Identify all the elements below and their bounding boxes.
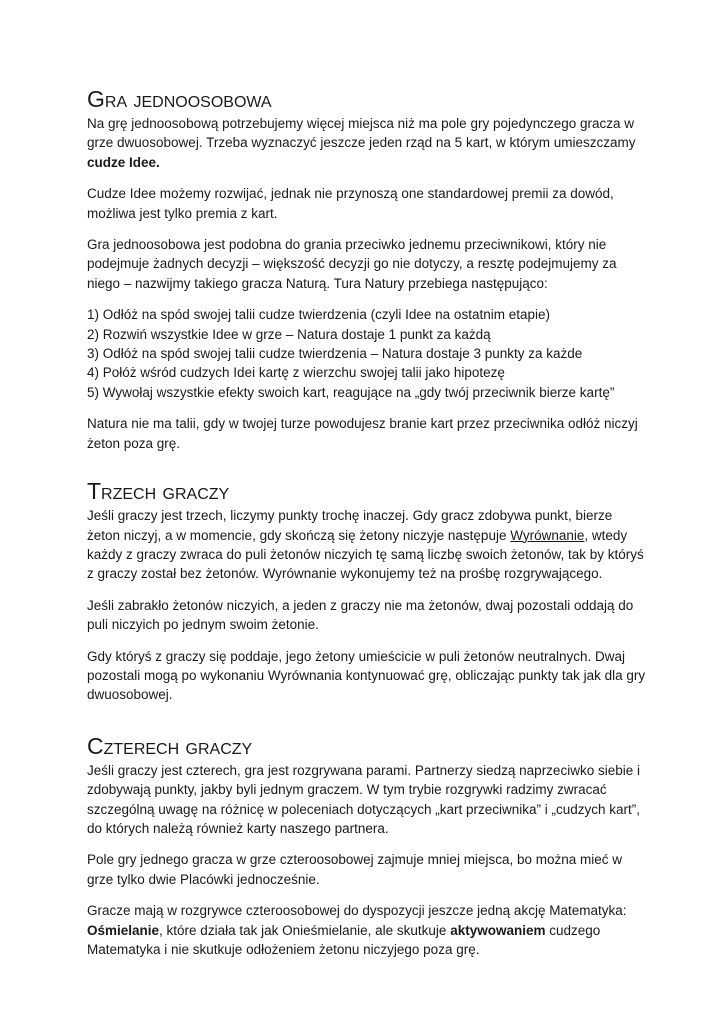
paragraph xyxy=(87,114,647,172)
section-three-players xyxy=(87,476,647,705)
section-heading: Gra jednoosobowa xyxy=(87,86,272,112)
section-heading: Trzech graczy xyxy=(87,478,230,505)
text-run: Na grę jednoosobową potrzebujemy więcej miejsca niż ma pole gry pojedynczego gracza w grze dwuosobowej. Trzeba wyznaczyć jeszcze jeden rząd na 5 kart, w którym umieszczamy xyxy=(87,116,636,151)
paragraph: Pole gry jednego gracza w grze czteroosobowej zajmuje mniej miejsca, bo można mieć w grze tylko dwie Placówki jednocześnie. xyxy=(87,852,622,887)
paragraph xyxy=(87,901,647,959)
text-run: Gracze mają w rozgrywce czteroosobowej do dyspozycji jeszcze jedną akcję Matematyka: xyxy=(87,903,627,919)
text-run: , które działa tak jak Onieśmielanie, ale skutkuje xyxy=(159,922,451,938)
paragraph: Cudze Idee możemy rozwijać, jednak nie przynoszą one standardowej premii za dowód, możliwa jest tylko premia z kart. xyxy=(87,186,614,221)
paragraph: Jeśli graczy jest czterech, gra jest rozgrywana parami. Partnerzy siedzą naprzeciwko siebie i zdobywają punkty, jakby byli jednym graczem. W tym trybie rozgrywki radzimy zwracać szczególną uwagę na różnicę w poleceniach dotyczących „kart przeciwnika” i „cudzych kart”, do których należą również karty naszego partnera. xyxy=(87,762,640,836)
document-page xyxy=(87,84,647,971)
paragraph xyxy=(87,506,647,584)
list-item: 3) Odłóż na spód swojej talii cudze twierdzenia – Natura dostaje 3 punkty za każde xyxy=(87,346,583,362)
list-item: 2) Rozwiń wszystkie Idee w grze – Natura dostaje 1 punkt za każdą xyxy=(87,326,491,342)
text-run: , wtedy każdy z graczy zwraca do puli żetonów niczyich tę samą liczbę swoich żetonów, tak by któryś z graczy został bez żetonów. Wyrównanie wykonujemy też na prośbę rozgrywającego. xyxy=(87,527,644,582)
paragraph: Gdy któryś z graczy się poddaje, jego żetony umieścicie w puli żetonów neutralnych. Dwaj pozostali mogą po wykonaniu Wyrównania kontynuować grę, obliczając punkty tak jak dla gry dwuosobowej. xyxy=(87,648,646,703)
text-run: Jeśli graczy jest trzech, liczymy punkty trochę inaczej. Gdy gracz zdobywa punkt, bierze żeton niczyj, a w momencie, gdy skończą się żetony niczyje następuje xyxy=(87,508,613,543)
bold-text: Ośmielanie xyxy=(87,922,160,938)
bold-text: cudze Idee. xyxy=(87,154,160,170)
bold-text: aktywowaniem xyxy=(450,922,546,938)
list-item: 5) Wywołaj wszystkie efekty swoich kart, reagujące na „gdy twój przeciwnik bierze kartę” xyxy=(87,384,615,400)
paragraph: Gra jednoosobowa jest podobna do grania przeciwko jednemu przeciwnikowi, który nie podejmuje żadnych decyzji – większość decyzji go nie dotyczy, a resztę podejmujemy za niego – nazwijmy takiego gracza Naturą. Tura Natury przebiega następująco: xyxy=(87,237,617,291)
section-four-players xyxy=(87,731,647,960)
paragraph: Jeśli zabrakło żetonów niczyich, a jeden z graczy nie ma żetonów, dwaj pozostali oddają do puli niczyich po jednym swoim żetonie. xyxy=(87,597,634,633)
list-item: 4) Połóż wśród cudzych Idei kartę z wierzchu swojej talii jako hipotezę xyxy=(87,365,505,381)
section-single-player xyxy=(87,84,647,453)
list-item: 1) Odłóż na spód swojej talii cudze twierdzenia (czyli Idee na ostatnim etapie) xyxy=(87,307,550,323)
section-heading: Czterech graczy xyxy=(87,732,253,759)
text-run: cudzego Matematyka i nie skutkuje odłożeniem żetonu niczyjego poza grę. xyxy=(87,922,601,957)
numbered-list xyxy=(87,305,647,402)
underlined-term: Wyrównanie xyxy=(510,527,585,543)
paragraph: Natura nie ma talii, gdy w twojej turze powodujesz branie kart przez przeciwnika odłóż niczyj żeton poza grę. xyxy=(87,416,638,451)
